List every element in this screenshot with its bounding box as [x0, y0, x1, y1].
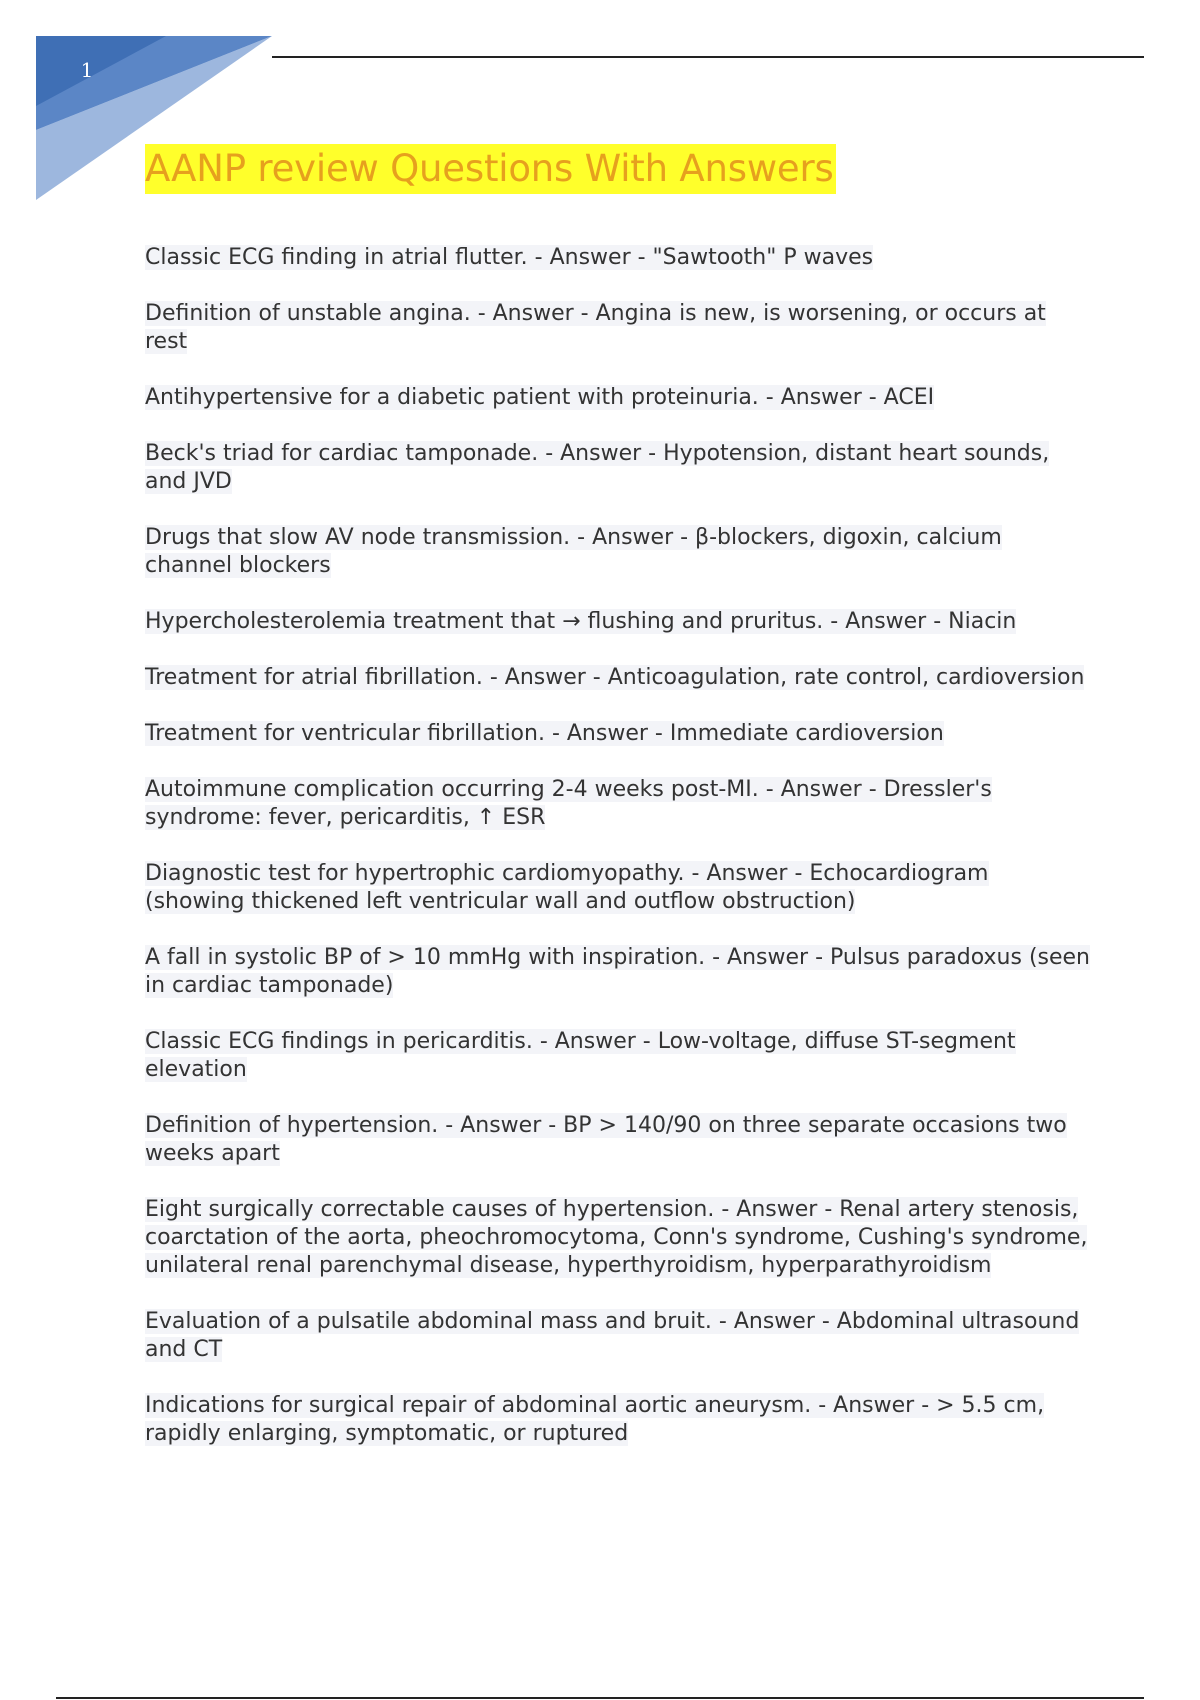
qa-text: Drugs that slow AV node transmission. - Answer - β-blockers, digoxin, calcium channel blockers: [145, 525, 1002, 578]
qa-text: Diagnostic test for hypertrophic cardiomyopathy. - Answer - Echocardiogram (showing thickened left ventricular wall and outflow obstruction): [145, 861, 989, 914]
qa-text: Beck's triad for cardiac tamponade. - Answer - Hypotension, distant heart sounds, and JVD: [145, 441, 1050, 494]
document-title: AANP review Questions With Answers: [145, 144, 836, 194]
qa-text: Evaluation of a pulsatile abdominal mass and bruit. - Answer - Abdominal ultrasound and CT: [145, 1309, 1080, 1362]
header-rule: [272, 56, 1144, 58]
qa-item: [145, 1196, 1090, 1280]
page-number: 1: [80, 58, 94, 82]
qa-item: [145, 1028, 1090, 1084]
qa-text: A fall in systolic BP of > 10 mmHg with inspiration. - Answer - Pulsus paradoxus (seen in cardiac tamponade): [145, 945, 1091, 998]
qa-text: Autoimmune complication occurring 2-4 weeks post-MI. - Answer - Dressler's syndrome: fever, pericarditis, ↑ ESR: [145, 777, 992, 830]
qa-item: [145, 524, 1090, 580]
qa-text: Classic ECG finding in atrial flutter. - Answer - "Sawtooth" P waves: [145, 245, 874, 270]
qa-text: Treatment for atrial fibrillation. - Answer - Anticoagulation, rate control, cardioversion: [145, 665, 1085, 690]
qa-item: [145, 664, 1090, 692]
qa-text: Definition of unstable angina. - Answer - Angina is new, is worsening, or occurs at rest: [145, 301, 1046, 354]
qa-item: [145, 776, 1090, 832]
qa-item: [145, 860, 1090, 916]
qa-text: Indications for surgical repair of abdominal aortic aneurysm. - Answer - > 5.5 cm, rapidly enlarging, symptomatic, or ruptured: [145, 1393, 1045, 1446]
qa-list: [145, 244, 1090, 1476]
qa-text: Eight surgically correctable causes of hypertension. - Answer - Renal artery stenosis, coarctation of the aorta, pheochromocytoma, Conn's syndrome, Cushing's syndrome, unilateral renal parenchymal disease, hyperthyroidism, hyperparathyroidism: [145, 1197, 1088, 1278]
qa-item: [145, 1112, 1090, 1168]
qa-item: [145, 300, 1090, 356]
qa-item: [145, 1392, 1090, 1448]
qa-text: Treatment for ventricular fibrillation. - Answer - Immediate cardioversion: [145, 721, 944, 746]
qa-item: [145, 384, 1090, 412]
qa-text: Antihypertensive for a diabetic patient with proteinuria. - Answer - ACEI: [145, 385, 935, 410]
qa-text: Definition of hypertension. - Answer - BP > 140/90 on three separate occasions two weeks apart: [145, 1113, 1067, 1166]
qa-item: [145, 720, 1090, 748]
qa-text: Classic ECG findings in pericarditis. - Answer - Low-voltage, diffuse ST-segment elevation: [145, 1029, 1016, 1082]
qa-item: [145, 244, 1090, 272]
qa-item: [145, 1308, 1090, 1364]
qa-item: [145, 944, 1090, 1000]
footer-rule: [56, 1697, 1144, 1699]
qa-item: [145, 440, 1090, 496]
qa-item: [145, 608, 1090, 636]
qa-text: Hypercholesterolemia treatment that → flushing and pruritus. - Answer - Niacin: [145, 609, 1017, 634]
